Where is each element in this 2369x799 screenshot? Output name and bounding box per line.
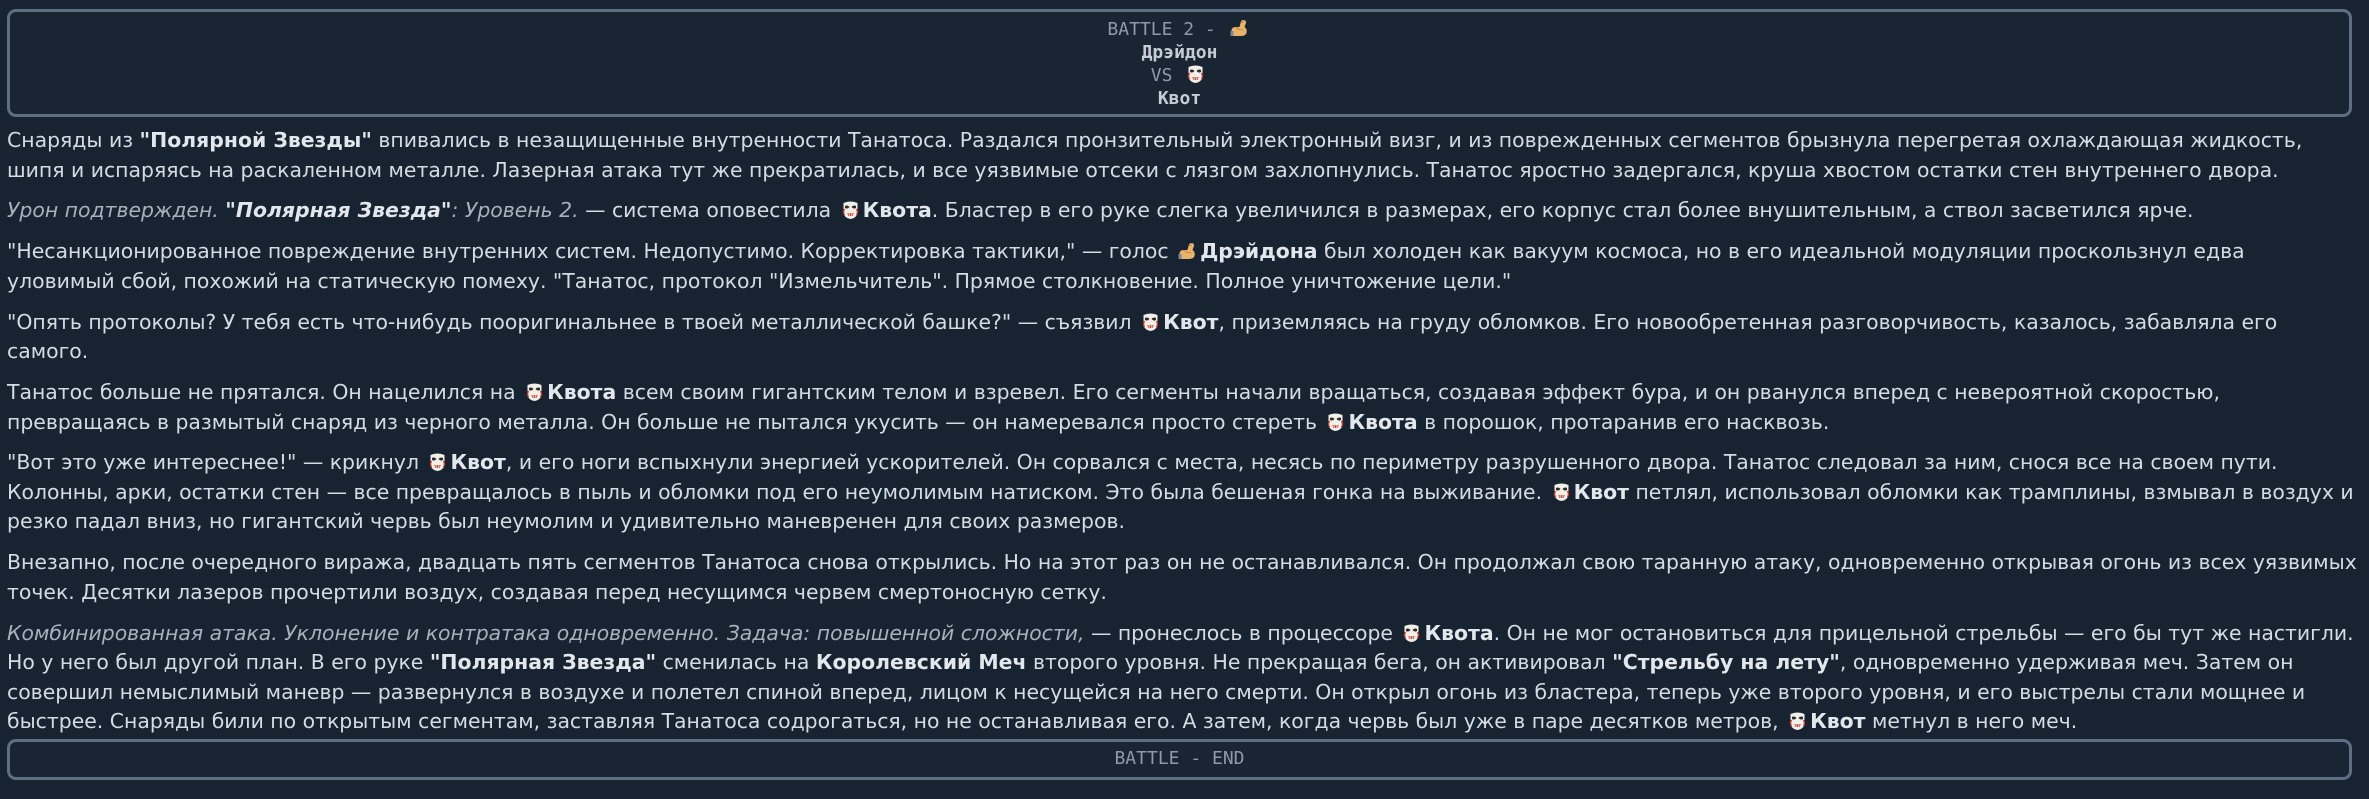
story-paragraph-3 bbox=[7, 237, 2357, 296]
text-run: — пронеслось в процессоре bbox=[1084, 620, 1400, 645]
character-name: Квота bbox=[547, 379, 617, 404]
text-run: петлял, использовал обломки как трамплины, взмывал в воздух и резко падал вниз, но гигантский червь был неумолим и удивительно маневренен для своих размеров. bbox=[7, 479, 2354, 534]
fighter-one-name: Дрэйдон bbox=[1141, 41, 1218, 63]
text-run: впивались в незащищенные внутренности Танатоса. Раздался пронзительный электронный визг, и из поврежденных сегментов брызнула перегретая охлаждающая жидкость, шипя и испаряясь на раскаленном металле. Лазерная атака тут же прекратилась, и все уязвимые отсеки с лязгом захлопнулись. Танатос яростно задергался, круша хвостом остатки стен внутреннего двора. bbox=[7, 128, 2303, 182]
battle-label: BATTLE 2 - bbox=[1107, 19, 1216, 40]
flexed-biceps-icon bbox=[1177, 241, 1198, 261]
text-run: второго уровня. Не прекращая бега, он активировал bbox=[1026, 650, 1613, 675]
battle-header bbox=[7, 9, 2352, 117]
story-paragraph-1 bbox=[7, 126, 2357, 185]
versus-line bbox=[10, 64, 2349, 88]
text-run: Внезапно, после очередного виража, двадцать пять сегментов Танатоса снова открылись. Но на этот раз он не останавливался. Он продолжал свою таранную атаку, одновременно открывая огонь из всех уязвимых точек. Десятки лазеров прочертили воздух, создавая перед несущимся червем смертоносную сетку. bbox=[7, 550, 2357, 604]
mask-icon bbox=[1140, 312, 1161, 332]
character-name: Квот bbox=[1163, 309, 1219, 334]
text-run: был холоден как вакуум космоса, но в его идеальной модуляции проскользнул едва уловимый сбой, похожий на статическую помеху. "Танатос, протокол "Измельчитель". Прямое столкновение. Полное уничтожение цели." bbox=[7, 239, 2245, 293]
text-run: , и его ноги вспыхнули энергией ускорителей. Он сорвался с места, несясь по периметру разрушенного двора. Танатос следовал за ним, снося все на своем пути. Колонны, арки, остатки стен — все превращалось в пыль и обломки под его неумолимым натиском. Это была бешеная гонка на выживание. bbox=[7, 450, 2278, 504]
mask-icon bbox=[427, 452, 448, 472]
text-run: , приземляясь на груду обломков. Его новообретенная разговорчивость, казалось, забавляла его самого. bbox=[7, 309, 2278, 364]
mask-icon bbox=[1185, 64, 1206, 84]
story-paragraph-2 bbox=[7, 196, 2357, 226]
skill-name: "Стрельбу на лету" bbox=[1612, 650, 1840, 675]
fighter-two-name: Квот bbox=[1157, 87, 1202, 109]
text-run: Танатос больше не прятался. Он нацелился на bbox=[7, 379, 523, 404]
text-run: . Бластер в его руке слегка увеличился в размерах, его корпус стал более внушительным, а ствол засветился ярче. bbox=[931, 198, 2194, 223]
weapon-name: "Полярная Звезда" bbox=[429, 650, 657, 675]
weapon-name: Королевский Меч bbox=[815, 650, 1027, 675]
system-message: Комбинированная атака. Уклонение и контратака одновременно. Задача: повышенной сложности, bbox=[7, 620, 1085, 645]
battle-footer bbox=[7, 739, 2352, 780]
system-message: Урон подтвержден. bbox=[7, 198, 226, 223]
mask-icon bbox=[840, 200, 861, 220]
flexed-biceps-icon bbox=[1229, 18, 1250, 38]
character-name: Квот bbox=[1573, 479, 1629, 504]
text-run: "Опять протоколы? У тебя есть что-нибудь пооригинальнее в твоей металлической башке?" — съязвил bbox=[7, 309, 1139, 334]
story-paragraph-7 bbox=[7, 548, 2357, 607]
character-name: Квот bbox=[450, 450, 506, 475]
text-run: . Он не мог остановиться для прицельной стрельбы — его бы тут же настигли. Но у него был другой план. В его руке bbox=[7, 620, 2354, 675]
mask-icon bbox=[1787, 711, 1808, 731]
battle-narrative bbox=[7, 126, 2357, 748]
text-run: сменилась на bbox=[656, 650, 816, 675]
character-name: Квота bbox=[1424, 620, 1494, 645]
text-run: "Вот это уже интереснее!" — крикнул bbox=[7, 450, 426, 475]
story-paragraph-6 bbox=[7, 448, 2357, 537]
mask-icon bbox=[524, 382, 545, 402]
system-message: : Уровень 2. bbox=[451, 198, 579, 223]
character-name: Квота bbox=[1348, 409, 1418, 434]
text-run: метнул в него меч. bbox=[1865, 709, 2078, 734]
text-run: "Несанкционированное повреждение внутренних систем. Недопустимо. Корректировка тактики," — голос bbox=[7, 239, 1176, 264]
story-paragraph-8 bbox=[7, 619, 2357, 737]
story-paragraph-5 bbox=[7, 378, 2357, 437]
story-paragraph-4 bbox=[7, 308, 2357, 367]
weapon-name: "Полярной Звезды" bbox=[139, 128, 372, 152]
text-run: , одновременно удерживая меч. Затем он совершил немыслимый маневр — развернулся в воздухе и полетел спиной вперед, лицом к несущейся на него смерти. Он открыл огонь из бластера, теперь уже второго уровня, и его выстрелы стали мощнее и быстрее. Снаряды били по открытым сегментам, заставляя Танатоса содрогаться, но не останавливая его. А затем, когда червь был уже в паре десятков метров, bbox=[7, 650, 2306, 734]
mask-icon bbox=[1401, 623, 1422, 643]
text-run: — система оповестила bbox=[578, 198, 838, 223]
text-run: в порошок, протаранив его насквозь. bbox=[1417, 409, 1830, 434]
character-name: Квота bbox=[862, 198, 932, 223]
weapon-name: "Полярная Звезда" bbox=[225, 198, 452, 223]
character-name: Квот bbox=[1810, 709, 1866, 734]
mask-icon bbox=[1325, 412, 1346, 432]
text-run: всем своим гигантским телом и взревел. Его сегменты начали вращаться, создавая эффект бура, и он рванулся вперед с невероятной скоростью, превращаясь в размытый снаряд из черного металла. Он больше не пытался укусить — он намеревался просто стереть bbox=[7, 379, 2220, 434]
character-name: Дрэйдона bbox=[1200, 239, 1318, 264]
mask-icon bbox=[1551, 482, 1572, 502]
battle-title-line bbox=[10, 18, 2349, 42]
vs-label: VS bbox=[1150, 65, 1173, 86]
text-run: Снаряды из bbox=[7, 128, 140, 152]
battle-end-label: BATTLE - END bbox=[1114, 748, 1245, 769]
